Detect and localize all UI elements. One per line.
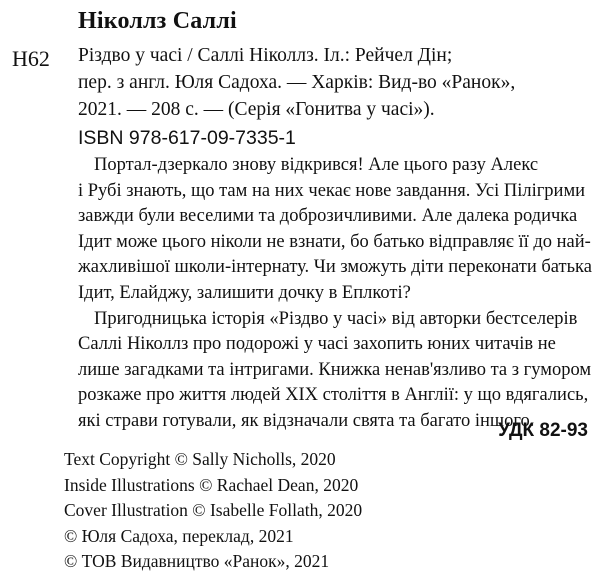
copyright-line: © ТОВ Видавництво «Ранок», 2021 [64,551,330,571]
annotation-line: лише загадками та інтригами. Книжка ненав'язливо та з гумором [78,359,592,380]
annotation-line: розкаже про життя людей XIX століття в Англії: у що вдягались, [78,385,589,406]
annotation-line: Саллі Ніколлз про подорожі у часі захопить юних читачів не [78,334,556,355]
copyright-block [64,447,584,575]
author-heading: Ніколлз Саллі [78,8,237,34]
bibliographic-description [78,42,593,123]
biblio-line: 2021. — 208 с. — (Серія «Гонитва у часі»). [78,99,435,120]
copyright-line: © Юля Садоха, переклад, 2021 [64,525,294,546]
annotation-line: завжди були веселими та доброзичливими. Але далека родичка [78,206,578,227]
annotation-line: які страви готували, як відзначали свята та багато іншого. [78,410,535,431]
copyright-line: Inside Illustrations © Rachael Dean, 2020 [64,474,359,495]
annotation-line: і Рубі знають, що там на них чекає нове завдання. Усі Пілігрими [78,180,586,201]
copyright-line: Text Copyright © Sally Nicholls, 2020 [64,449,336,469]
annotation-line: Ідит може цього ніколи не взнати, бо батько відправляє її до най- [78,231,591,252]
udk-code: УДК 82-93 [498,420,588,441]
isbn: ISBN 978-617-09-7335-1 [78,127,296,149]
classification-code: Н62 [12,46,50,71]
annotation-line: Ідит, Елайджу, залишити дочку в Еплкоті? [78,282,411,303]
biblio-line: Різдво у часі / Саллі Ніколлз. Іл.: Рейчел Дін; [78,45,453,66]
biblio-line: пер. з англ. Юля Садоха. — Харків: Вид-во «Ранок», [78,72,516,93]
annotation-line: Пригодницька історія «Різдво у часі» від авторки бестселерів [94,308,578,329]
copyright-line: Cover Illustration © Isabelle Follath, 2020 [64,500,363,520]
annotation-line: жахливішої школи-інтернату. Чи зможуть діти переконати батька [78,257,592,278]
annotation [78,153,593,435]
annotation-line: Портал-дзеркало знову відкрився! Але цього разу Алекс [94,155,539,175]
